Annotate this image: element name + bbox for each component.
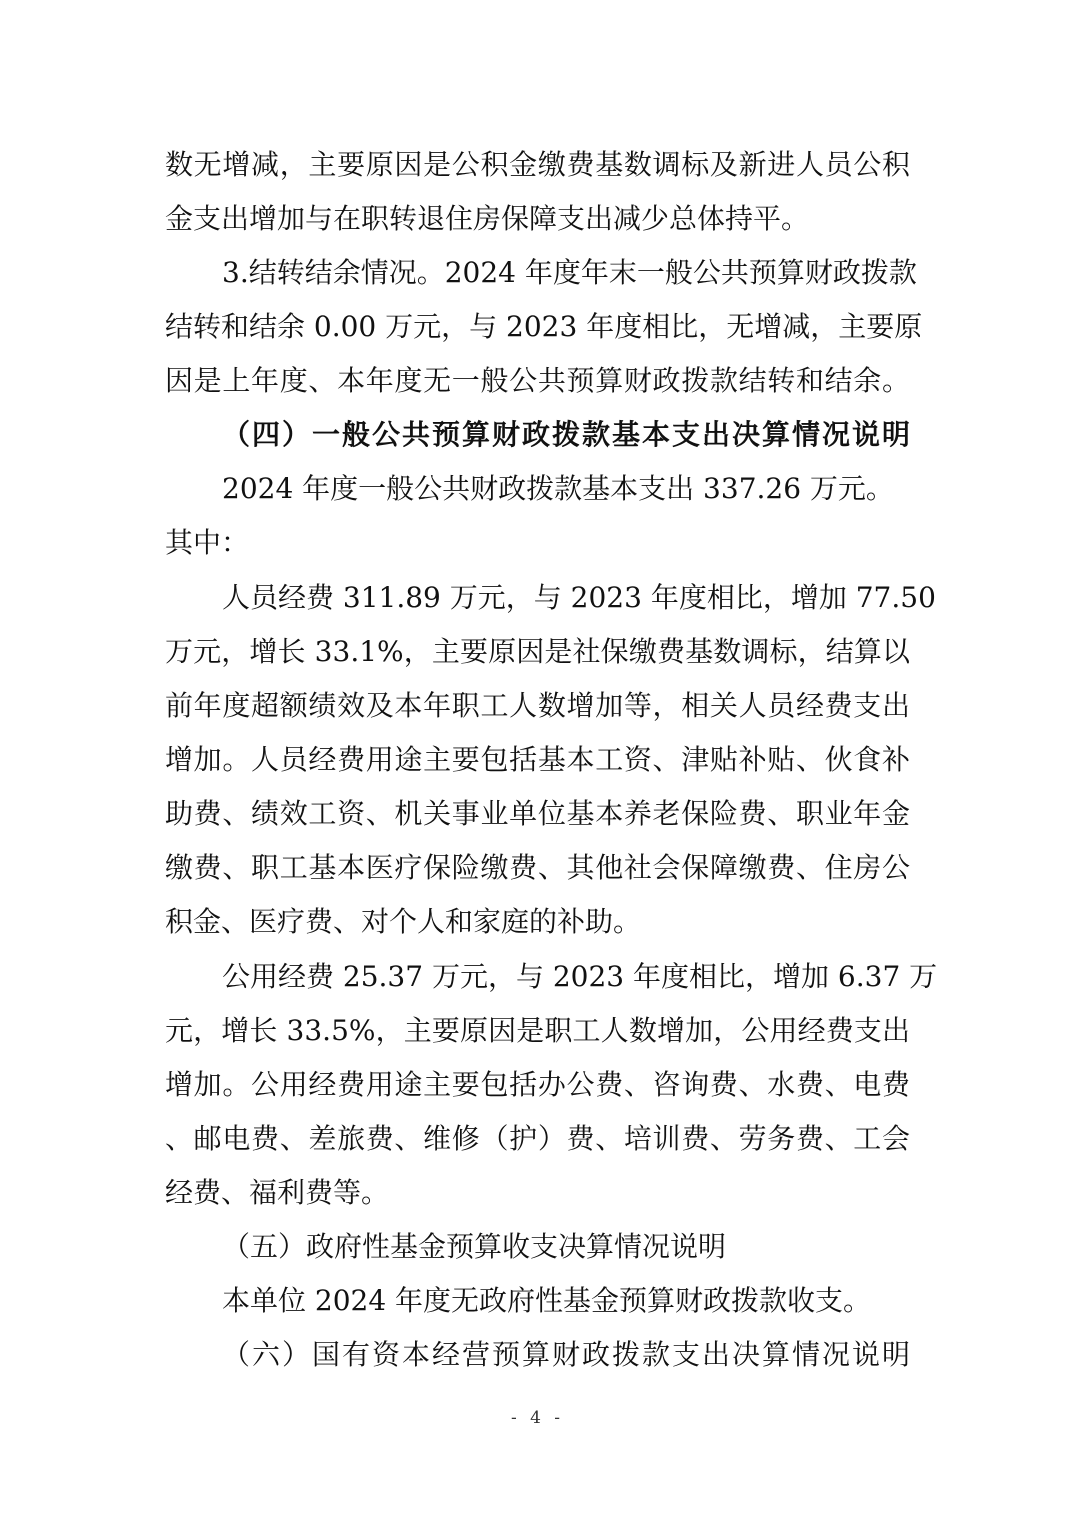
page-number: - 4 -	[510, 1408, 565, 1428]
text-line: 人员经费 311.89 万元，与 2023 年度相比，增加 77.50	[222, 581, 936, 614]
section-heading: （四）一般公共预算财政拨款基本支出决算情况说明	[222, 418, 910, 451]
text-line: 经费、福利费等。	[165, 1176, 390, 1209]
text-line: 数无增减，主要原因是公积金缴费基数调标及新进人员公积	[165, 148, 910, 181]
text-line: 缴费、职工基本医疗保险缴费、其他社会保障缴费、住房公	[165, 851, 910, 884]
text-line: 元，增长 33.5%，主要原因是职工人数增加，公用经费支出	[165, 1014, 910, 1047]
text-line: 增加。人员经费用途主要包括基本工资、津贴补贴、伙食补	[165, 743, 910, 776]
text-line: 本单位 2024 年度无政府性基金预算财政拨款收支。	[222, 1284, 872, 1317]
section-heading: （五）政府性基金预算收支决算情况说明	[222, 1230, 727, 1263]
text-line: 因是上年度、本年度无一般公共预算财政拨款结转和结余。	[165, 364, 910, 397]
text-line: 3.结转结余情况。2024 年度年末一般公共预算财政拨款	[222, 256, 917, 289]
text-line: 2024 年度一般公共财政拨款基本支出 337.26 万元。	[222, 472, 894, 505]
text-line: 助费、绩效工资、机关事业单位基本养老保险费、职业年金	[165, 797, 910, 830]
text-line: 、邮电费、差旅费、维修（护）费、培训费、劳务费、工会	[165, 1122, 910, 1155]
text-line: 金支出增加与在职转退住房保障支出减少总体持平。	[165, 202, 810, 235]
text-line: 前年度超额绩效及本年职工人数增加等，相关人员经费支出	[165, 689, 910, 722]
text-line: 其中：	[165, 526, 250, 559]
text-line: 万元，增长 33.1%，主要原因是社保缴费基数调标，结算以	[165, 635, 910, 668]
text-line: 结转和结余 0.00 万元，与 2023 年度相比，无增减，主要原	[165, 310, 923, 343]
text-line: 增加。公用经费用途主要包括办公费、咨询费、水费、电费	[165, 1068, 910, 1101]
section-heading: （六）国有资本经营预算财政拨款支出决算情况说明	[222, 1338, 910, 1371]
text-line: 积金、医疗费、对个人和家庭的补助。	[165, 905, 642, 938]
text-line: 公用经费 25.37 万元，与 2023 年度相比，增加 6.37 万	[222, 960, 938, 993]
